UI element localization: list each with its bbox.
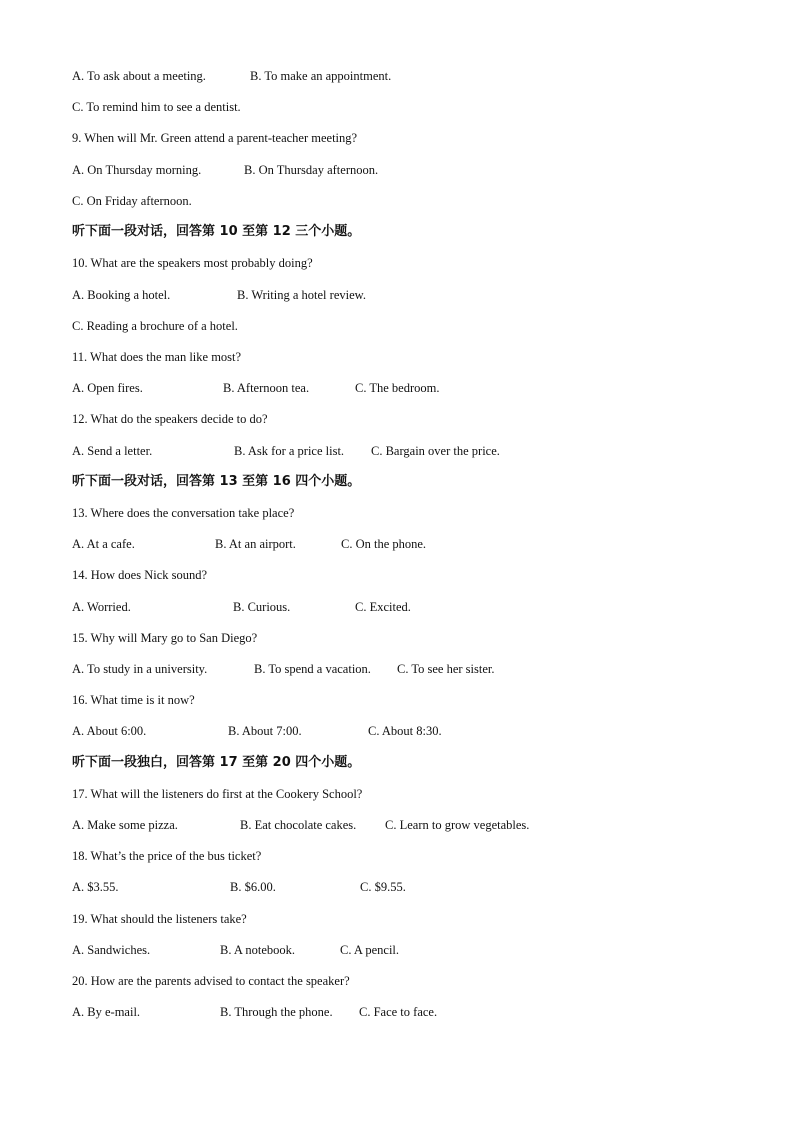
answer-option: C. On the phone. [341, 537, 427, 551]
question-text: 16. What time is it now? [72, 693, 195, 707]
answer-option: C. Bargain over the price. [371, 444, 500, 458]
answer-option: A. By e-mail. [72, 1005, 141, 1019]
answer-option: C. On Friday afternoon. [72, 194, 192, 208]
question-text: 11. What does the man like most? [72, 350, 242, 364]
answer-option: B. On Thursday afternoon. [244, 163, 379, 177]
answer-option: B. About 7:00. [228, 724, 302, 738]
answer-option: A. Sandwiches. [72, 943, 151, 957]
question-text: 9. When will Mr. Green attend a parent-teacher meeting? [72, 131, 358, 145]
answer-option: A. Booking a hotel. [72, 288, 171, 302]
answer-option: C. About 8:30. [368, 724, 442, 738]
answer-option: B. $6.00. [230, 880, 276, 894]
answer-option: B. Ask for a price list. [234, 444, 345, 458]
answer-option: B. Eat chocolate cakes. [240, 818, 357, 832]
answer-option: C. Excited. [355, 600, 411, 614]
question-text: 19. What should the listeners take? [72, 912, 247, 926]
answer-option: B. To spend a vacation. [254, 662, 371, 676]
question-text: 17. What will the listeners do first at the Cookery School? [72, 787, 363, 801]
section-heading: 听下面一段独白，回答第 17 至第 20 四个小题。 [72, 755, 361, 770]
answer-option: B. A notebook. [220, 943, 296, 957]
question-text: 12. What do the speakers decide to do? [72, 412, 268, 426]
answer-option: C. Learn to grow vegetables. [385, 818, 530, 832]
question-text: 20. How are the parents advised to contact the speaker? [72, 974, 350, 988]
answer-option: C. Reading a brochure of a hotel. [72, 319, 238, 333]
answer-option: A. To ask about a meeting. [72, 69, 206, 83]
section-heading: 听下面一段对话，回答第 13 至第 16 四个小题。 [72, 474, 361, 489]
answer-option: B. Curious. [233, 600, 291, 614]
answer-option: A. At a cafe. [72, 537, 135, 551]
question-text: 10. What are the speakers most probably doing? [72, 256, 313, 270]
answer-option: A. $3.55. [72, 880, 119, 894]
answer-option: C. The bedroom. [355, 381, 440, 395]
question-text: 18. What’s the price of the bus ticket? [72, 849, 262, 863]
answer-option: C. $9.55. [360, 880, 406, 894]
answer-option: C. Face to face. [359, 1005, 438, 1019]
section-heading: 听下面一段对话，回答第 10 至第 12 三个小题。 [72, 224, 361, 239]
answer-option: B. At an airport. [215, 537, 296, 551]
answer-option: B. Writing a hotel review. [237, 288, 366, 302]
answer-option: A. To study in a university. [72, 662, 208, 676]
answer-option: C. To see her sister. [397, 662, 495, 676]
answer-option: A. Make some pizza. [72, 818, 178, 832]
answer-option: C. To remind him to see a dentist. [72, 100, 241, 114]
answer-option: B. To make an appointment. [250, 69, 392, 83]
answer-option: A. Worried. [72, 600, 131, 614]
question-text: 13. Where does the conversation take place? [72, 506, 295, 520]
question-text: 15. Why will Mary go to San Diego? [72, 631, 258, 645]
answer-option: A. About 6:00. [72, 724, 147, 738]
answer-option: B. Afternoon tea. [223, 381, 310, 395]
answer-option: C. A pencil. [340, 943, 400, 957]
answer-option: B. Through the phone. [220, 1005, 333, 1019]
answer-option: A. Open fires. [72, 381, 143, 395]
question-text: 14. How does Nick sound? [72, 568, 208, 582]
answer-option: A. Send a letter. [72, 444, 153, 458]
answer-option: A. On Thursday morning. [72, 163, 202, 177]
